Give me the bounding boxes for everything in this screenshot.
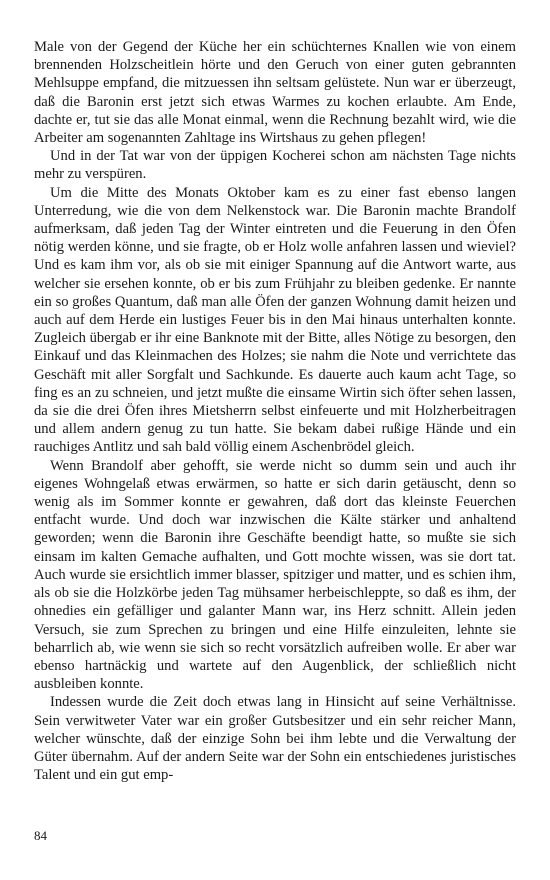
page-number: 84: [34, 828, 47, 843]
body-text: [34, 38, 516, 784]
paragraph: Indessen wurde die Zeit doch etwas lang in Hinsicht auf seine Verhältnisse. Sein verwitweter Vater war ein großer Gutsbesitzer und ein sehr reicher Mann, welcher wünschte, daß der einzige Sohn bei ihm lebte und die Verwaltung der Güter übernahm. Auf der andern Seite war der Sohn ein entschiedenes juristisches Talent und ein gut emp-: [34, 694, 516, 784]
paragraph-continued: Male von der Gegend der Küche her ein schüchternes Knallen wie von einem brennenden Holzscheitlein hörte und den Geruch von einer guten gebrannten Mehlsuppe empfand, die mitzuessen ihn seltsam gelüstete. Nun war er überzeugt, daß die Baronin erst jetzt sich etwas Warmes zu kochen erlaubte. Am Ende, dachte er, tut sie das alle Monat einmal, wenn die Rechnung bezahlt wird, wie die Arbeiter am sogenannten Zahltage ins Wirtshaus zu gehen pflegen!: [34, 39, 516, 147]
paragraph: Um die Mitte des Monats Oktober kam es zu einer fast ebenso langen Unterredung, wie die von dem Nelkenstock war. Die Baronin machte Brandolf aufmerksam, daß jeden Tag der Winter eintreten und die Feuerung in den Öfen nötig werden könne, und sie fragte, ob er Holz wolle anfahren lassen und wieviel? Und es kam ihm vor, als ob sie mit einiger Spannung auf die Antwort warte, aus welcher sie ersehen konnte, ob er bis zum Frühjahr zu bleiben gedenke. Er nannte ein so großes Quantum, daß man alle Öfen der ganzen Wohnung damit heizen und auch auf dem Herde ein lustiges Feuer bis in den Mai hinaus unterhalten konnte. Zugleich übergab er ihr eine Banknote mit der Bitte, alles Nötige zu besorgen, den Einkauf und das Kleinmachen des Holzes; sie nahm die Note und verrichtete das Geschäft mit aller Sorgfalt und Sachkunde. Es dauerte auch kaum acht Tage, so fing es an zu schneien, und jetzt mußte die einsame Wirtin sich öfter sehen lassen, da sie die drei Öfen ihres Mietsherrn selbst einfeuerte und mit Holzherbeitragen und allem andern genug zu tun hatte. Sie bekam dabei rußige Hände und ein rauchiges Antlitz und sah bald völlig einem Aschenbrödel gleich.: [34, 184, 516, 456]
paragraph: Wenn Brandolf aber gehofft, sie werde nicht so dumm sein und auch ihr eigenes Wohngelaß etwas erwärmen, so hatte er sich darin getäuscht, denn so wenig als im Sommer konnte er gewahren, daß dort das kleinste Feuerchen entfacht wurde. Und doch war inzwischen die Kälte stärker und anhaltend geworden; wenn die Baronin ihre Geschäfte beendigt hatte, so mußte sie sich einsam im kalten Gemache aufhalten, und Gott mochte wissen, was sie dort tat. Auch wurde sie ersichtlich immer blasser, spitziger und matter, und es schien ihm, als ob sie die Holzkörbe jeden Tag mühsamer herbeischleppte, so daß es ihm, der ohnedies ein gefälliger und galanter Mann war, ins Herz schnitt. Allein jeden Versuch, sie zum Sprechen zu bringen und eine Hilfe einzuleiten, lehnte sie beharrlich ab, wie wenn sie sich so recht vorsätzlich aufreiben wolle. Er aber war ebenso hartnäckig und wartete auf den Augenblick, der schließlich nicht ausbleiben konnte.: [34, 457, 516, 693]
paragraph: Und in der Tat war von der üppigen Kocherei schon am nächsten Tage nichts mehr zu verspüren.: [34, 148, 516, 183]
